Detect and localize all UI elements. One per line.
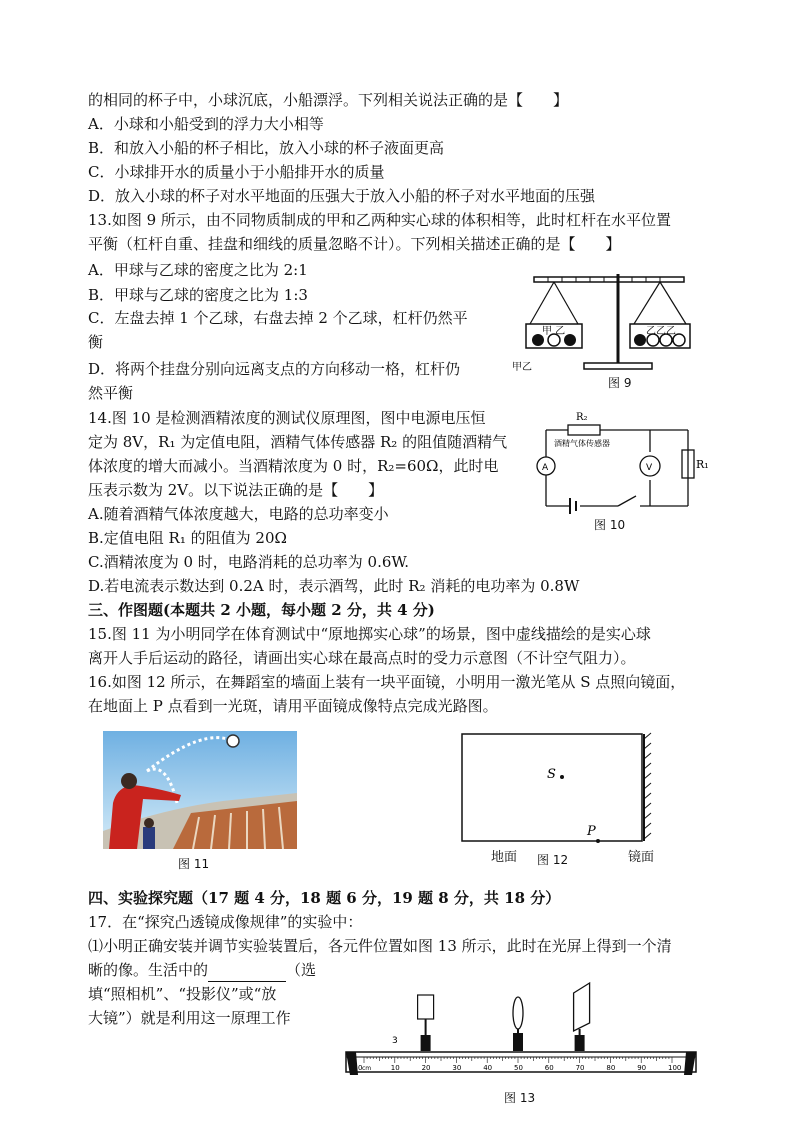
- ruler-tick-label: 80: [606, 1064, 616, 1072]
- question-17: 17．在“探究凸透镜成像规律”的实验中：: [88, 913, 363, 931]
- figure-9-caption: 图 9: [608, 376, 632, 390]
- question-14-cont: 压表示数为 2V。以下说法正确的是【 】: [88, 481, 384, 499]
- question-14-cont: 体浓度的增大而减小。当酒精浓度为 0 时，R₂=60Ω，此时电: [88, 457, 499, 475]
- ruler-tick-label: 50: [514, 1064, 523, 1072]
- sensor-label: 酒精气体传感器: [554, 439, 610, 448]
- q13-option-d-cont: 然平衡: [88, 384, 134, 402]
- figure-12-caption: 图 12: [537, 853, 569, 867]
- ruler-tick-label: 30: [452, 1064, 462, 1072]
- ruler-tick-label: 40: [483, 1064, 493, 1072]
- ruler-tick-label: 70: [575, 1064, 585, 1072]
- ruler-tick-label: 100: [668, 1064, 682, 1072]
- figure-note: 甲乙: [512, 362, 532, 373]
- optical-bench: [336, 975, 706, 1087]
- point-p-label: P: [587, 824, 596, 839]
- circuit-diagram: [528, 408, 718, 518]
- right-pan-label: 乙乙乙: [646, 326, 676, 337]
- r1-label: R₁: [696, 458, 709, 471]
- fill-text: （选: [286, 961, 317, 979]
- q14-option-b: B.定值电阻 R₁ 的阻值为 20Ω: [88, 529, 287, 547]
- floor-label: 地面: [491, 850, 518, 865]
- section-heading-4: 四、实验探究题（17 题 4 分，18 题 6 分，19 题 8 分，共 18 分）: [88, 889, 561, 907]
- figure-10-caption: 图 10: [594, 518, 626, 532]
- section-heading-3: 三、作图题(本题共 2 小题，每小题 2 分，共 4 分): [88, 601, 435, 619]
- q13-option-b: B．甲球与乙球的密度之比为 1:3: [88, 286, 308, 304]
- text-line: 的相同的杯子中，小球沉底，小船漂浮。下列相关说法正确的是【 】: [88, 91, 569, 109]
- question-13-cont: 平衡（杠杆自重、挂盘和细线的质量忽略不计）。下列相关描述正确的是【 】: [88, 235, 621, 253]
- q14-option-a: A.随着酒精气体浓度越大，电路的总功率变小: [88, 505, 389, 523]
- question-17-part1-cont: [88, 958, 316, 982]
- lever-diagram: [512, 270, 692, 388]
- light-screen: [574, 983, 590, 1051]
- question-16: 16.如图 12 所示，在舞蹈室的墙面上装有一块平面镜，小明用一激光笔从 S 点照向镜面，: [88, 673, 686, 691]
- q14-option-d: D.若电流表示数达到 0.2A 时，表示酒驾，此时 R₂ 消耗的电功率为 0.8W: [88, 577, 580, 595]
- left-pan-label: 甲 乙: [542, 326, 566, 337]
- ruler-tick-label: 10: [390, 1064, 400, 1072]
- voltmeter-symbol: V: [646, 463, 653, 473]
- figure-10: [528, 408, 718, 533]
- ruler-tick-label: 90: [637, 1064, 647, 1072]
- option-d: D．放入小球的杯子对水平地面的压强大于放入小船的杯子对水平地面的压强: [88, 187, 596, 205]
- figure-13-caption: 图 13: [504, 1091, 536, 1105]
- question-17-part1: ⑴小明正确安装并调节实验装置后，各元件位置如图 13 所示，此时在光屏上得到一个清: [88, 937, 672, 955]
- fill-text: 晰的像。生活中的: [88, 961, 209, 979]
- q13-option-c: C．左盘去掉 1 个乙球，右盘去掉 2 个乙球，杠杆仍然平: [88, 309, 468, 327]
- ruler-tick-label: 0: [358, 1064, 363, 1072]
- q14-option-c: C.酒精浓度为 0 时，电路消耗的总功率为 0.6W.: [88, 553, 409, 571]
- option-b: B．和放入小船的杯子相比，放入小球的杯子液面更高: [88, 139, 445, 157]
- question-17-part1-cont: 填“照相机”、“投影仪”或“放: [88, 985, 277, 1003]
- figure-11: [103, 731, 297, 871]
- question-15-cont: 离开人手后运动的路径，请画出实心球在最高点时的受力示意图（不计空气阻力）。: [88, 649, 636, 667]
- shot-put-photo: [103, 731, 297, 849]
- mirror-label: 镜面: [628, 850, 655, 865]
- r2-label: R₂: [576, 412, 588, 423]
- q13-option-a: A．甲球与乙球的密度之比为 2:1: [88, 261, 308, 279]
- unit-label: cm: [362, 1065, 372, 1072]
- option-c: C．小球排开水的质量小于小船排开水的质量: [88, 163, 385, 181]
- object-grid-candle: [418, 995, 434, 1051]
- question-14-cont: 定为 8V，R₁ 为定值电阻，酒精气体传感器 R₂ 的阻值随酒精气: [88, 433, 508, 451]
- question-16-cont: 在地面上 P 点看到一光斑，请用平面镜成像特点完成光路图。: [88, 697, 498, 715]
- figure-11-caption: 图 11: [178, 857, 210, 871]
- q13-option-d: D．将两个挂盘分别向远离支点的方向移动一格，杠杆仍: [88, 360, 461, 378]
- ammeter-symbol: A: [542, 463, 549, 473]
- q13-option-c-cont: 衡: [88, 333, 104, 351]
- figure-9: [512, 270, 692, 388]
- mirror-diagram: [455, 729, 675, 844]
- figure-12: [455, 729, 675, 874]
- question-13: 13.如图 9 所示，由不同物质制成的甲和乙两种实心球的体积相等，此时杠杆在水平位置: [88, 211, 671, 229]
- question-15: 15.图 11 为小明同学在体育测试中“原地掷实心球”的场景，图中虚线描绘的是实心球: [88, 625, 651, 643]
- answer-blank[interactable]: [208, 965, 286, 982]
- convex-lens: [513, 997, 523, 1051]
- question-17-part1-cont: 大镜”）就是利用这一原理工作: [88, 1009, 291, 1027]
- figure-13: [336, 975, 706, 1105]
- question-14: 14.图 10 是检测酒精浓度的测试仪原理图，图中电源电压恒: [88, 409, 486, 427]
- point-s-label: S: [547, 767, 556, 782]
- option-a: A．小球和小船受到的浮力大小相等: [88, 115, 324, 133]
- ruler-tick-label: 60: [544, 1064, 554, 1072]
- ruler-tick-label: 20: [421, 1064, 431, 1072]
- extra-label: 3: [392, 1036, 398, 1046]
